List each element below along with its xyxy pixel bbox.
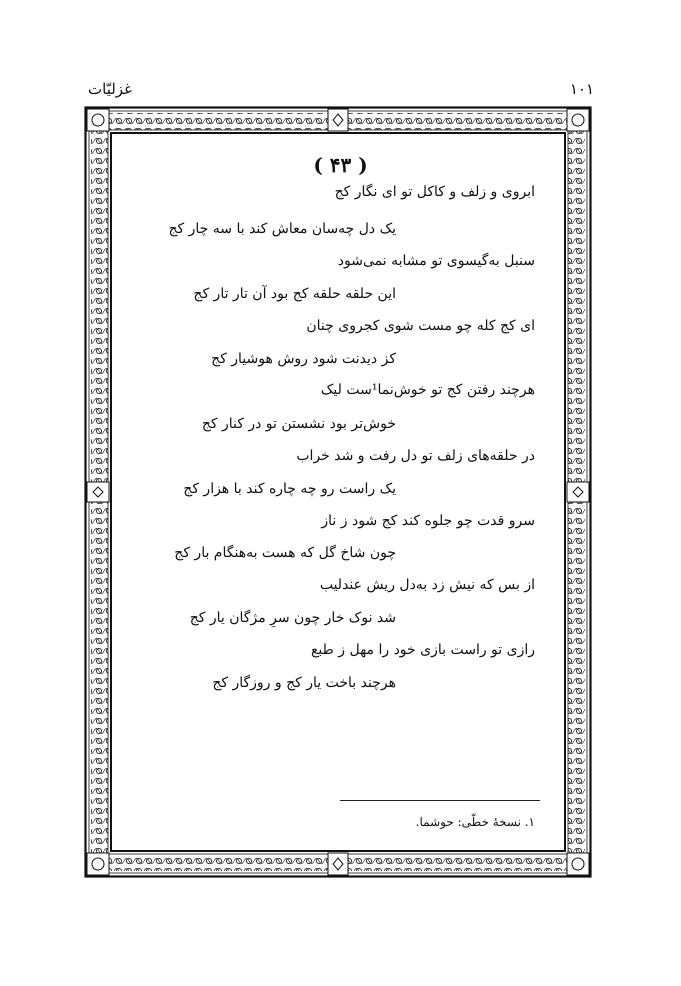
verse-line: ای کج کله چو مست شوی کجروی چنان <box>306 318 535 334</box>
running-title: غزلیّات <box>88 80 132 98</box>
verse-line: ابروی و زلف و کاکل تو ای نگار کج <box>334 184 535 200</box>
verse-line: این حلقه حلقه کج بود آن تار تار کج <box>193 286 396 302</box>
verse-line: هرچند باخت یار کج و روزگار کج <box>212 675 396 691</box>
verse-line: یک راست رو چه چاره کند با هزار کج <box>183 481 396 497</box>
verse-line: یک دل چه‌سان معاش کند با سه چار کج <box>168 221 396 237</box>
footnote: ۱. نسخهٔ خطّی: حوشما. <box>415 815 535 829</box>
poem-number: ( ۴۳ ) <box>313 153 368 177</box>
verse-line: سرو قدت چو جلوه کند کج شود ز ناز <box>321 513 535 529</box>
verse-line: خوش‌تر بود نشستن تو در کنار کج <box>201 416 396 432</box>
verse-line: رازی تو راست بازی خود را مهل ز طبع <box>310 642 535 658</box>
page-number: ۱۰۱ <box>569 80 594 98</box>
verse-line: در حلقه‌های زلف تو دل رفت و شد خراب <box>296 448 535 464</box>
verse-line: سنبل به‌گیسوی تو مشابه نمی‌شود <box>337 253 535 269</box>
footnote-rule <box>340 800 540 801</box>
verse-line: شد نوک خار چون سرِ مژگان یار کج <box>189 610 396 626</box>
verse-line: کز دیدنت شود روش هوشیار کج <box>211 351 396 367</box>
page-header <box>88 80 594 104</box>
verse-line: هرچند رفتن کج تو خوش‌نما¹ست لیک <box>320 382 535 398</box>
verse-line: چون شاخ گل که هست به‌هنگام بار کج <box>174 545 396 561</box>
verse-line: از بس که نیش زد به‌دل ریش عندلیب <box>319 577 535 593</box>
